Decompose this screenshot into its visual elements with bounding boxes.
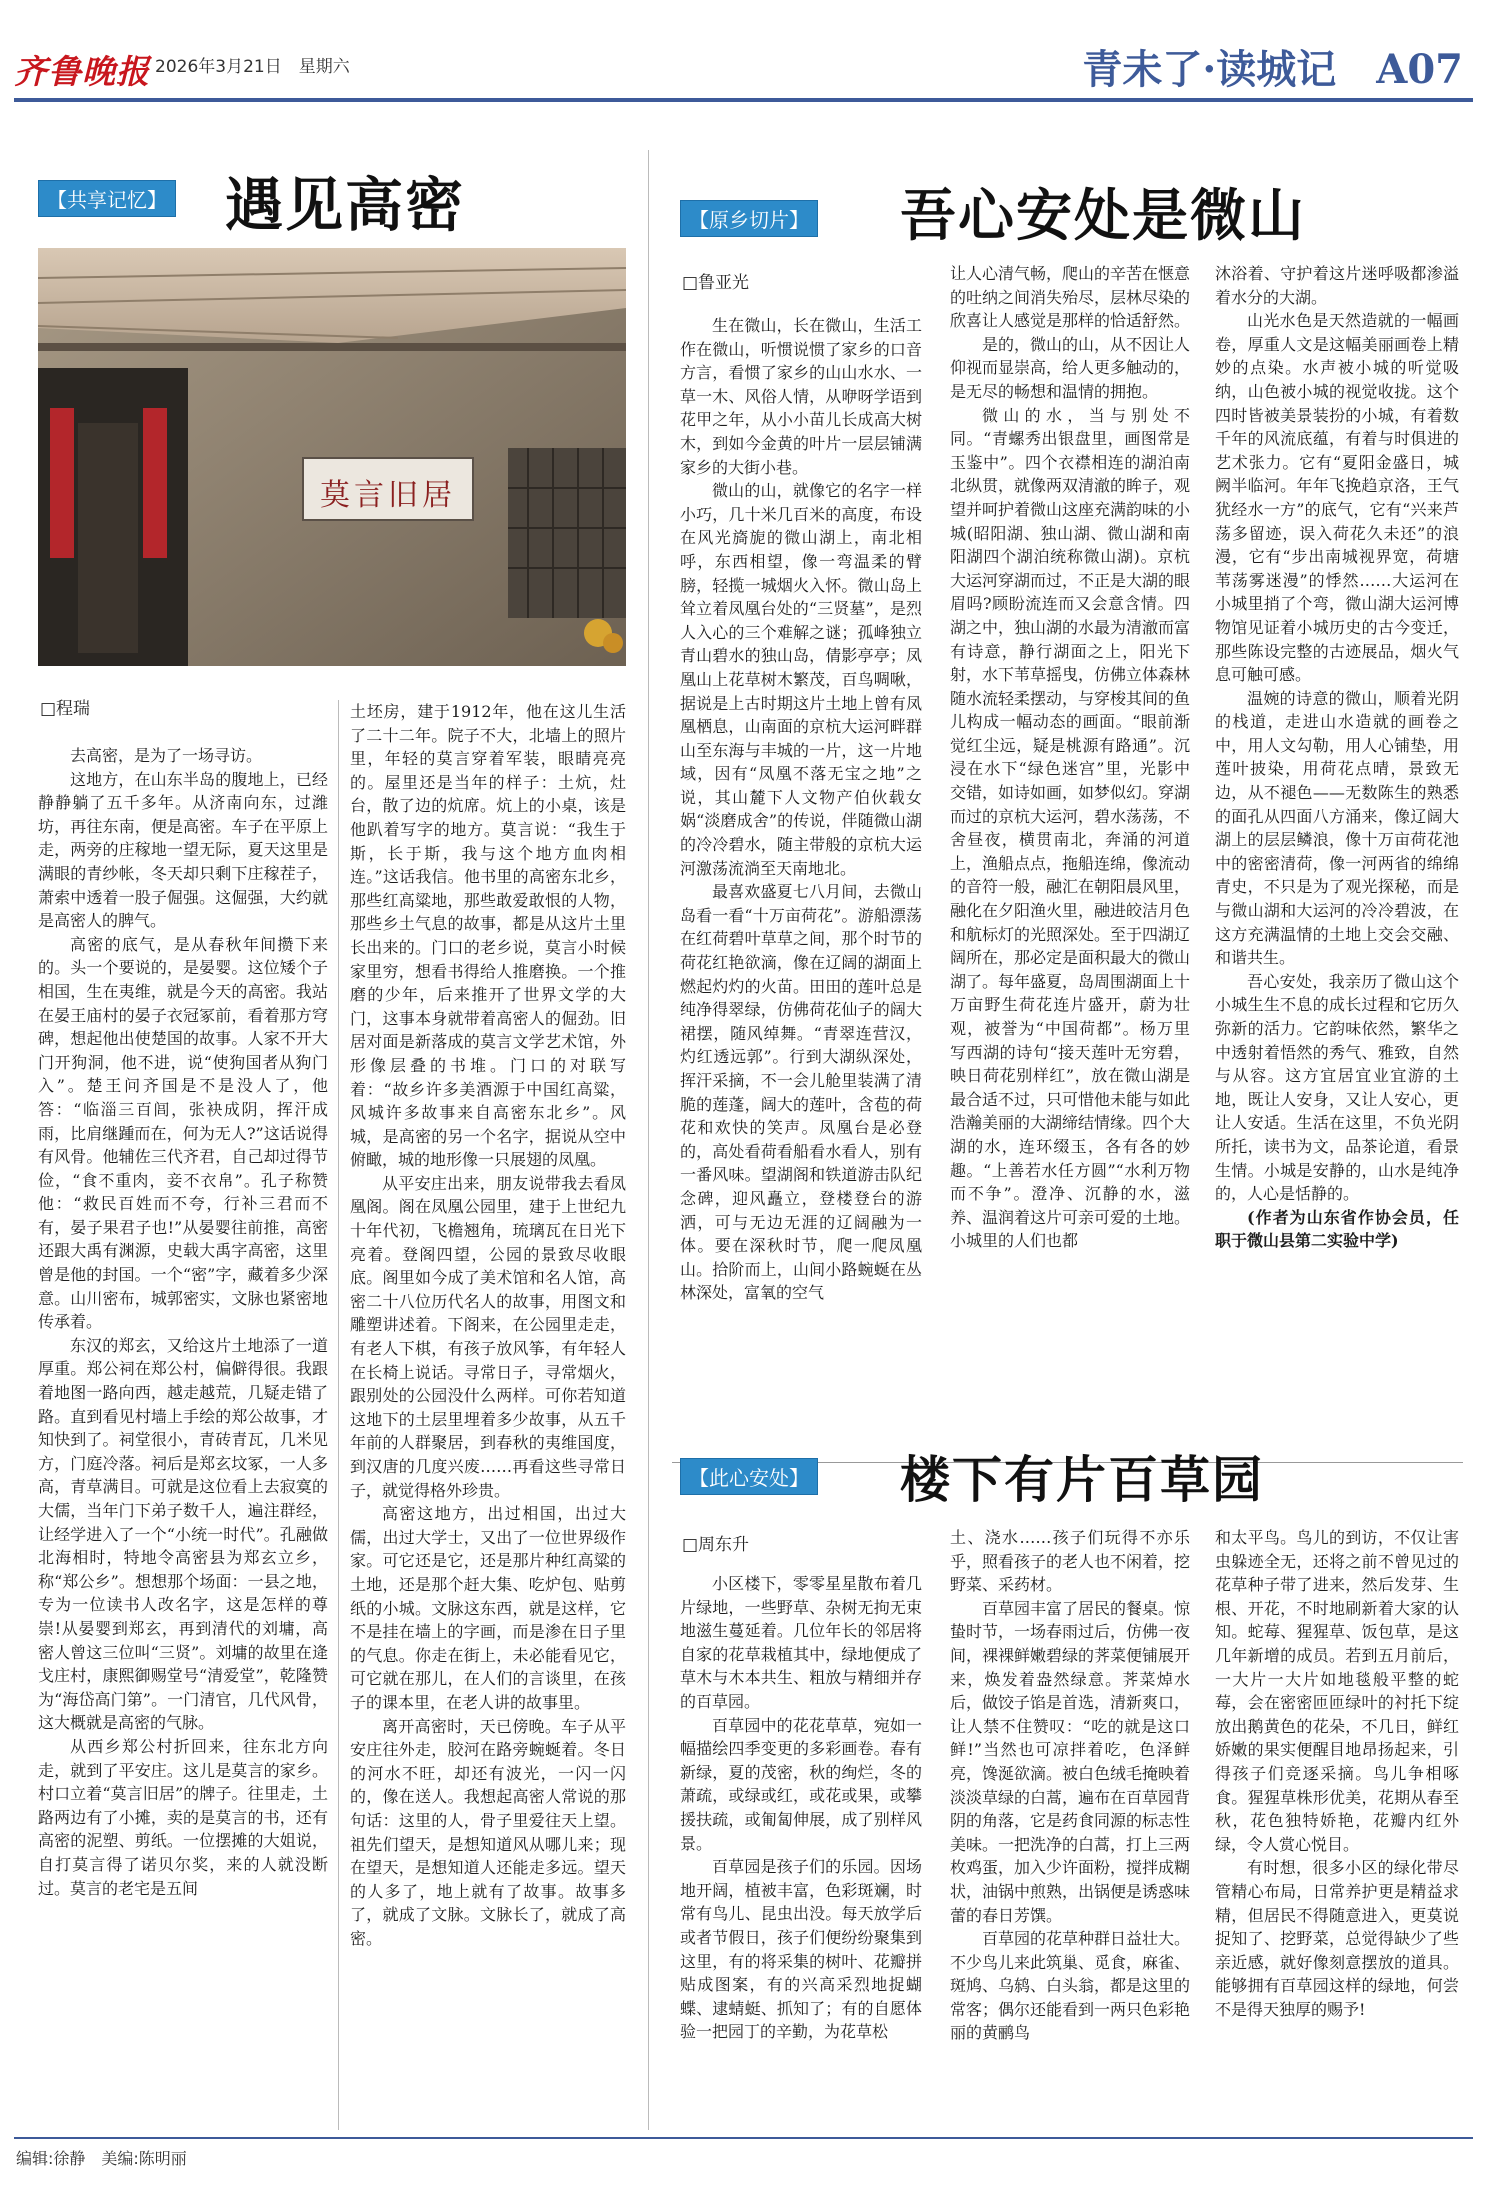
section-divider — [648, 150, 649, 2130]
article3-paragraph: 小区楼下，零零星星散布着几片绿地，一些野草、杂树无拘无束地滋生蔓延着。几位年长的邻居将自家的花草栽植其中，绿地便成了草木与木本共生、粗放与精细并存的百草园。 — [680, 1574, 922, 1711]
article2-byline: □鲁亚光 — [682, 273, 750, 293]
article3-paragraph: 土、浇水……孩子们玩得不亦乐乎，照看孩子的老人也不闲着，挖野菜、采药材。 — [950, 1528, 1190, 1595]
article1-column-2 — [350, 700, 626, 2130]
article2-paragraph: 温婉的诗意的微山，顺着光阴的栈道，走进山水造就的画卷之中，用人文勾勒，用人心铺垫，用莲叶披染，用荷花点晴，景致无边，从不褪色——无数陈生的熟悉的面孔从四面八方涌来，像辽阔大湖上的层层鳞浪，像十万亩荷花池中的密密清荷，像一河两省的绵绵青史，不只是为了观光探秘，而是与微山湖和大运河的冷冷碧波，在这方充满温情的土地上交会交融、和谐共生。 — [1215, 688, 1459, 968]
article3-byline: □周东升 — [682, 1535, 750, 1555]
article2-column-3 — [1215, 262, 1459, 1460]
article2-paragraph: 山光水色是天然造就的一幅画卷，厚重人文是这幅美丽画卷上精妙的点染。水声被小城的听觉吸纳，山色被小城的视觉收拢。这个四时皆被美景装扮的小城，有着数千年的风流底蕴，有着与时俱进的艺术张力。它有“夏阳金盛日，城阙半临河。年年飞挽趋京洛，王气犹经水一方”的底气，它有“兴来芦荡多留迹，误入荷花久未还”的浪漫，它有“步出南城视界宽，荷塘苇荡雾迷漫”的悸然……大运河在小城里捎了个弯，微山湖大运河博物馆见证着小城历史的古今变迁，那些陈设完整的古迹展品，烟火气息可触可感。 — [1215, 311, 1459, 685]
article2-paragraph: 是的，微山的山，从不因让人仰视而显崇高，给人更多触动的，是无尽的畅想和温情的拥抱。 — [950, 334, 1190, 401]
article1-photo — [38, 248, 626, 666]
article3-paragraph: 百草园丰富了居民的餐桌。惊蛰时节，一场春雨过后，仿佛一夜间，裸裸鲜嫩碧绿的荠菜便铺展开来，焕发着盎然绿意。荠菜焯水后，做饺子馅是首选，清新爽口，让人禁不住赞叹：“吃的就是这口鲜!”当然也可凉拌着吃，色泽鲜亮，馋涎欲滴。被白色绒毛掩映着淡淡草绿的白蒿，遍布在百草园背阴的角落，它是药食同源的标志性美味。一把洗净的白蒿，打上三两枚鸡蛋，加入少许面粉，搅拌成糊状，油锅中煎熟，出锅便是诱惑味蕾的春日芳馔。 — [950, 1598, 1190, 1925]
article2-paragraph: 微山的山，就像它的名字一样小巧，几十米几百米的高度，布设在风光旖旎的微山湖上，南北相呼，东西相望，像一弯温柔的臂膀，轻揽一城烟火入怀。微山岛上耸立着凤凰台处的“三贤墓”，是烈人入心的三个难解之谜；孤峰独立青山碧水的独山岛，倩影亭亭；凤凰山上花草树木繁茂，百鸟啁啾，据说是上古时期这片土地上曾有凤凰栖息，山南面的京杭大运河畔群山至东海与丰城的一片，这一片地域，因有“凤凰不落无宝之地”之说，其山麓下人文物产伯伙载女娲“淡磨成舍”的传说，伴随微山湖的冷冷碧水，随主带般的京杭大运河激荡流淌至天南地北。 — [680, 481, 922, 878]
article3-column-3 — [1215, 1526, 1459, 2130]
article3-paragraph: 有时想，很多小区的绿化带尽管精心布局，日常养护更是精益求精，但居民不得随意进入，更莫说捉知了、挖野菜，总觉得缺少了些亲近感，就好像刻意摆放的道具。能够拥有百草园这样的绿地，何尝不是得天独厚的赐予! — [1215, 1858, 1459, 2019]
article1-paragraph: 高密的底气，是从春秋年间攒下来的。头一个要说的，是晏婴。这位矮个子相国，生在夷维，就是今天的高密。我站在晏王庙村的晏子衣冠冢前，看着那方穹碑，想起他出使楚国的故事。人家不开大门开狗洞，他不进，说“使狗国者从狗门入”。楚王问齐国是不是没人了，他答：“临淄三百闾，张袂成阴，挥汗成雨，比肩继踵而在，何为无人?”这话说得有风骨。他辅佐三代齐君，自己却过得节俭，“食不重肉，妾不衣帛”。孔子称赞他：“救民百姓而不夸，行补三君而不有，晏子果君子也!”从晏婴往前推，高密还跟大禹有渊源，史载大禹字高密，这里曾是他的封国。一个“密”字，藏着多少深意。山川密布，城郭密实，文脉也紧密地传承着。 — [38, 934, 328, 1332]
article2-column-1 — [680, 314, 922, 1460]
article2-paragraph: 吾心安处，我亲历了微山这个小城生生不息的成长过程和它历久弥新的活力。它韵味依然，繁华之中透射着悟然的秀气、雅致，自然与从容。这方宜居宜业宜游的土地，既让人安身，又让人安心，更让人安适。生活在这里，不负光阴所托，读书为文，品茶论道，看景生情。小城是安静的，山水是纯净的，人心是恬静的。 — [1215, 971, 1459, 1204]
article1-paragraph: 东汉的郑玄，又给这片土地添了一道厚重。郑公祠在郑公村，偏僻得很。我跟着地图一路向西，越走越荒，几疑走错了路。直到看见村墙上手绘的郑公故事，才知快到了。祠堂很小，青砖青瓦，几米见方，门庭冷落。祠后是郑玄坟冢，一人多高，青草满目。可就是这位看上去寂寞的大儒，当年门下弟子数千人，遍注群经，让经学进入了一个“小统一时代”。孔融做北海相时，特地令高密县为郑玄立乡，称“郑公乡”。想想那个场面：一县之地，专为一位读书人改名字，这是怎样的尊崇!从晏婴到郑玄，再到清代的刘墉，高密人曾这三位叫“三贤”。刘墉的故里在逄戈庄村，康熙御赐堂号“清爱堂”，乾隆赞为“海岱高门第”。一门清官，几代风骨，这大概就是高密的气脉。 — [38, 1335, 328, 1733]
photo-house-sign: 莫言旧居 — [320, 478, 456, 513]
article2-column-2 — [950, 262, 1190, 1460]
article2-paragraph: 最喜欢盛夏七八月间，去微山岛看一看“十万亩荷花”。游船漂荡在红荷碧叶草草之间，那个时节的荷花红艳欲滴，像在辽阔的湖面上燃起灼灼的火苗。田田的莲叶总是纯净得翠绿，仿佛荷花仙子的阔大裙摆，随风绰舞。“青翠连营汉，灼红透远郭”。行到大湖纵深处，挥汗采摘，不一会儿舱里装满了清脆的莲蓬，阔大的莲叶，含苞的荷花和欢快的笑声。凤凰台是必登的，高处看荷看船看水看人，别有一番风味。望湖阁和铁道游击队纪念碑，迎风矗立，登楼登台的游洒，可与无边无涯的辽阔融为一体。要在深秋时节，爬一爬凤凰山。拾阶而上，山间小路蜿蜒在丛林深处，富氧的空气 — [680, 882, 922, 1303]
article2-paragraph: 微山的水，当与别处不同。“青螺秀出银盘里，画图常是玉鉴中”。四个衣襟相连的湖泊南北纵贯，就像两双清澈的眸子，观望并呵护着微山这座充满韵味的小城(昭阳湖、独山湖、微山湖和南阳湖四个湖泊统称微山湖)。京杭大运河穿湖而过，不正是大湖的眼眉吗?顾盼流连而又会意含情。四湖之中，独山湖的水最为清澈而富有诗意，静行湖面之上，阳光下射，水下苇草摇曳，仿佛立体森林随水流轻柔摆动，与穿梭其间的鱼儿构成一幅动态的画面。“眼前渐觉红尘远，疑是桃源有路通”。沉浸在水下“绿色迷宫”里，光影中交错，如诗如画，如梦似幻。穿湖而过的京杭大运河，碧水荡荡，不舍昼夜，横贯南北，奔涌的河道上，渔船点点，拖船连绵，像流动的音符一般，融汇在朝阳晨风里，融化在夕阳渔火里，融进皎洁月色和航标灯的光照深处。至于四湖辽阔所在，那必定是面积最大的微山湖了。每年盛夏，岛周围湖面上十万亩野生荷花连片盛开，蔚为壮观，被誉为“中国荷都”。杨万里写西湖的诗句“接天莲叶无穷碧，映日荷花别样红”，放在微山湖是最合适不过，只可惜他未能与如此浩瀚美丽的大湖缔结情缘。四个大湖的水，连环缀玉，各有各的妙趣。“上善若水任方圆”“水利万物而不争”。澄净、沉静的水，滋养、温润着这片可亲可爱的土地。小城里的人们也都 — [950, 405, 1190, 1251]
article1-paragraph: 土坯房，建于1912年，他在这儿生活了二十二年。院子不大，北墙上的照片里，年轻的莫言穿着军装，眼睛亮亮的。屋里还是当年的样子：土炕，灶台，散了边的炕席。炕上的小桌，该是他趴着写字的地方。莫言说：“我生于斯，长于斯，我与这个地方血肉相连。”这话我信。他书里的高密东北乡，那些红高粱地，那些敢爱敢恨的人物，那些乡土气息的故事，都是从这片土里长出来的。门口的老乡说，莫言小时候家里穷，想看书得给人推磨换。一个推磨的少年，后来推开了世界文学的大门，这事本身就带着高密人的倔劲。旧居对面是新落成的莫言文学艺术馆，外形像层叠的书堆。门口的对联写着：“故乡许多美酒源于中国红高粱，风城许多故事来自高密东北乡”。风城，是高密的另一个名字，据说从空中俯瞰，城的地形像一只展翅的凤凰。 — [350, 702, 626, 1170]
article1-paragraph: 高密这地方，出过相国，出过大儒，出过大学士，又出了一位世界级作家。可它还是它，还是那片种红高粱的土地，还是那个赶大集、吃炉包、贴剪纸的小城。文脉这东西，就是这样，它不是挂在墙上的字画，而是渗在日子里的气息。你走在街上，未必能看见它，可它就在那儿，在人们的言谈里，在孩子的课本里，在老人讲的故事里。 — [350, 1504, 626, 1712]
issue-date: 2026年3月21日 星期六 — [155, 57, 350, 77]
column-divider — [338, 700, 339, 2130]
article1-paragraph: 从平安庄出来，朋友说带我去看凤凰阁。阁在凤凰公园里，建于上世纪九十年代初，飞檐翘角，琉璃瓦在日光下亮着。登阁四望，公园的景致尽收眼底。阁里如今成了美术馆和名人馆，高密二十八位历代名人的故事，用图文和雕塑讲述着。下阁来，在公园里走走，有老人下棋，有孩子放风筝，有年轻人在长椅上说话。寻常日子，寻常烟火，跟别处的公园没什么两样。可你若知道这地下的土层里埋着多少故事，从五千年前的人群聚居，到春秋的夷维国度，到汉唐的几度兴废……再看这些寻常日子，就觉得格外珍贵。 — [350, 1173, 626, 1500]
article3-title: 楼下有片百草园 — [900, 1450, 1264, 1509]
article2-tag: 【原乡切片】 — [680, 200, 818, 237]
article3-column-2 — [950, 1526, 1190, 2130]
article3-paragraph: 和太平鸟。鸟儿的到访，不仅让害虫躲迹全无，还将之前不曾见过的花草种子带了进来，然后发芽、生根、开花，不时地刷新着大家的认知。蛇莓、猩猩草、饭包草，是这几年新增的成员。若到五月前后，一大片一大片如地毯般平整的蛇莓，会在密密匝匝绿叶的衬托下绽放出鹅黄色的花朵，不几日，鲜红娇嫩的果实便醒目地昂扬起来，引得孩子们竞逐采摘。鸟儿争相啄食。猩猩草株形优美，花期从春至秋，花色独特娇艳，花瓣内红外绿，令人赏心悦目。 — [1215, 1528, 1459, 1854]
article1-paragraph: 从西乡郑公村折回来，往东北方向走，就到了平安庄。这儿是莫言的家乡。村口立着“莫言旧居”的牌子。往里走，土路两边有了小摊，卖的是莫言的书，还有高密的泥塑、剪纸。一位摆摊的大姐说，自打莫言得了诺贝尔奖，来的人就没断过。莫言的老宅是五间 — [38, 1736, 328, 1898]
house-photo-illustration — [38, 248, 626, 666]
article1-column-1 — [38, 744, 328, 2130]
article3-tag — [680, 1458, 818, 1495]
article1-title: 遇见高密 — [225, 171, 466, 239]
article1-byline: □程瑞 — [40, 699, 91, 719]
section-page-label: 青未了·读城记 A07 — [1082, 46, 1463, 93]
article1-paragraph: 离开高密时，天已傍晚。车子从平安庄往外走，胶河在路旁蜿蜒着。冬日的河水不旺，却还有波光，一闪一闪的，像在送人。我想起高密人常说的那句话：这里的人，骨子里爱往天上望。祖先们望天，是想知道风从哪儿来；现在望天，是想知道人还能走多远。望天的人多了，地上就有了故事。故事多了，就成了文脉。文脉长了，就成了高密。 — [350, 1716, 626, 1948]
author-note: (作者为山东省作协会员，任职于微山县第二实验中学) — [1215, 1207, 1459, 1251]
article3-paragraph: 百草园是孩子们的乐园。因场地开阔，植被丰富，色彩斑斓，时常有鸟儿、昆虫出没。每天放学后或者节假日，孩子们便纷纷聚集到这里，有的将采集的树叶、花瓣拼贴成图案，有的兴高采烈地捉蝴蝶、逮蜻蜓、抓知了；有的自愿体验一把园丁的辛勤，为花草松 — [680, 1857, 922, 2042]
top-rule — [14, 98, 1473, 102]
article2-paragraph: 让人心清气畅，爬山的辛苦在惬意的吐纳之间消失殆尽，层林尽染的欣喜让人感觉是那样的恰适舒然。 — [950, 264, 1190, 331]
article1-paragraph: 去高密，是为了一场寻访。 — [70, 746, 263, 765]
article3-paragraph: 百草园的花草种群日益壮大。不少鸟儿来此筑巢、觅食，麻雀、斑鸠、乌鸫、白头翁，都是这里的常客；偶尔还能看到一两只色彩艳丽的黄鹂鸟 — [950, 1929, 1190, 2043]
article2-paragraph: 沐浴着、守护着这片迷呼吸都渗溢着水分的大湖。 — [1215, 264, 1459, 307]
editor-credits: 编辑:徐静 美编:陈明丽 — [16, 2149, 187, 2168]
article1-tag: 【共享记忆】 — [38, 180, 176, 217]
bottom-rule — [14, 2137, 1473, 2139]
article3-paragraph: 百草园中的花花草草，宛如一幅描绘四季变更的多彩画卷。春有新绿，夏的茂密，秋的绚烂，冬的萧疏，或绿或红，或花或果，或攀援扶疏，或匍匐伸展，成了别样风景。 — [680, 1715, 922, 1853]
newspaper-logo: 齐鲁晚报 — [14, 52, 150, 91]
article3-tag-text: 【此心安处】 — [689, 1466, 809, 1490]
article1-paragraph: 这地方，在山东半岛的腹地上，已经静静躺了五千多年。从济南向东，过潍坊，再往东南，便是高密。车子在平原上走，两旁的庄稼地一望无际，夏天这里是满眼的青纱帐，冬天却只剩下庄稼茬子，萧索中透着一股子倔强。这倔强，大约就是高密人的脾气。 — [38, 769, 328, 931]
article2-paragraph: 生在微山，长在微山，生活工作在微山，听惯说惯了家乡的口音方言，看惯了家乡的山山水水、一草一木、风俗人情，从咿呀学语到花甲之年，从小小苗儿长成高大树木，到如今金黄的叶片一层层铺满家乡的大街小巷。 — [680, 316, 922, 477]
article3-column-1 — [680, 1572, 922, 2130]
article2-title: 吾心安处是微山 — [900, 183, 1306, 249]
